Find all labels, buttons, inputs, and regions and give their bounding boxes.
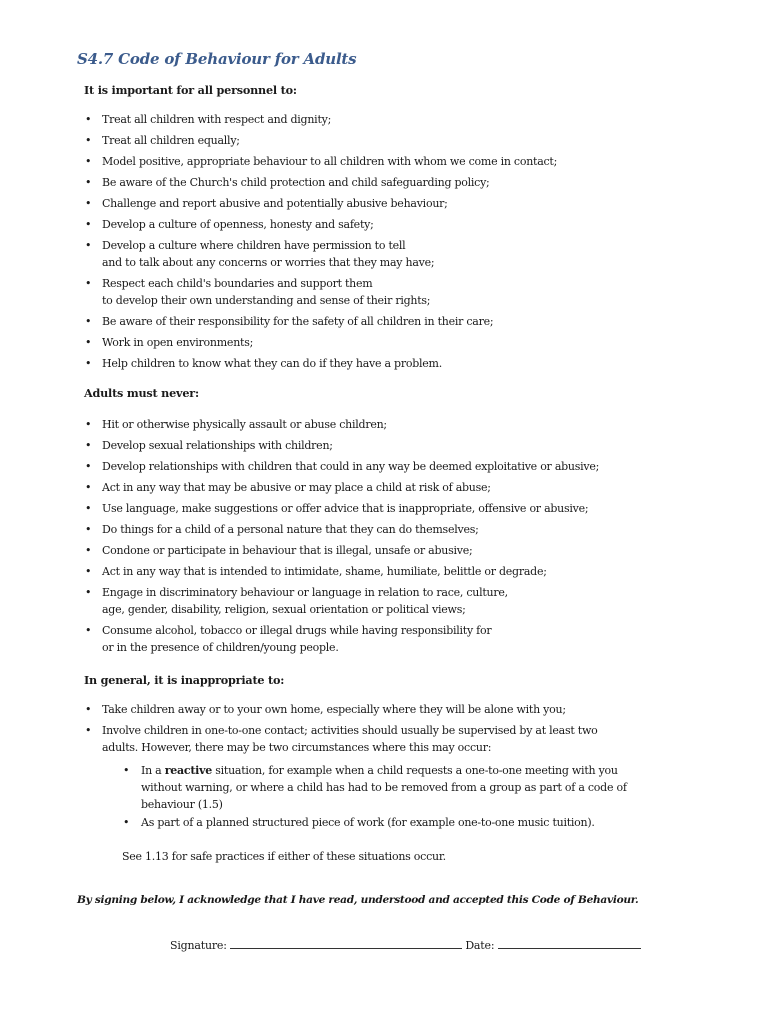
section-heading-never: Adults must never: (84, 386, 199, 400)
date-label: Date: (465, 939, 495, 952)
list-item-text: Develop relationships with children that could in any way be deemed exploitative or abusive; (102, 460, 600, 473)
list-item (0, 153, 557, 170)
list-item-text: Involve children in one-to-one contact; activities should usually be supervised by at least two (102, 724, 598, 737)
list-item (0, 416, 599, 433)
bullet-icon: • (85, 565, 92, 578)
list-item (0, 111, 557, 128)
list-item-text: Help children to know what they can do if they have a problem. (102, 357, 442, 370)
bullet-icon: • (85, 218, 92, 231)
list-item-text: Do things for a child of a personal nature that they can do themselves; (102, 523, 479, 536)
safe-practices-note: See 1.13 for safe practices if either of these situations occur. (122, 850, 446, 863)
list-item (0, 355, 557, 372)
list-item (0, 437, 599, 454)
acknowledgement-text: By signing below, I acknowledge that I have read, understood and accepted this Code of Behaviour. (77, 894, 639, 906)
sub-item-keyword: reactive (164, 764, 213, 777)
list-item-text: to develop their own understanding and sense of their rights; (102, 294, 431, 307)
bullet-icon: • (85, 460, 92, 473)
list-item (0, 701, 598, 718)
page-title: S4.7 Code of Behaviour for Adults (77, 50, 357, 68)
bullet-icon: • (85, 481, 92, 494)
list-item-text: adults. However, there may be two circumstances where this may occur: (102, 741, 492, 754)
bullet-icon: • (85, 239, 92, 252)
bullet-icon: • (85, 155, 92, 168)
important-list (0, 111, 557, 376)
list-item (0, 622, 599, 656)
bullet-icon: • (85, 418, 92, 431)
bullet-icon: • (85, 624, 92, 637)
signature-label: Signature: (170, 939, 227, 952)
section-heading-important: It is important for all personnel to: (84, 83, 297, 97)
list-item (0, 334, 557, 351)
list-item (0, 458, 599, 475)
list-item-text: Consume alcohol, tobacco or illegal drugs while having responsibility for (102, 624, 492, 637)
list-item-text: Challenge and report abusive and potentially abusive behaviour; (102, 197, 448, 210)
list-item-text: Treat all children equally; (102, 134, 240, 147)
bullet-icon: • (85, 439, 92, 452)
list-item-text: Develop a culture of openness, honesty and safety; (102, 218, 374, 231)
list-item (0, 216, 557, 233)
sub-item-text: situation, for example when a child requests a one-to-one meeting with you (212, 764, 618, 777)
sub-item-text: without warning, or where a child has had to be removed from a group as part of a code of (141, 781, 627, 794)
bullet-icon: • (123, 816, 130, 829)
bullet-icon: • (85, 134, 92, 147)
list-item (0, 479, 599, 496)
bullet-icon: • (85, 336, 92, 349)
list-item (0, 195, 557, 212)
list-item-text: age, gender, disability, religion, sexual orientation or political views; (102, 603, 466, 616)
inappropriate-list (0, 701, 598, 760)
list-item-text: Model positive, appropriate behaviour to all children with whom we come in contact; (102, 155, 558, 168)
list-item-text: Treat all children with respect and dignity; (102, 113, 332, 126)
bullet-icon: • (85, 724, 92, 737)
list-item-text: Be aware of the Church's child protection and child safeguarding policy; (102, 176, 490, 189)
sub-list-item (0, 814, 627, 831)
never-list (0, 416, 599, 660)
list-item-text: Respect each child's boundaries and support them (102, 277, 373, 290)
list-item (0, 521, 599, 538)
bullet-icon: • (85, 502, 92, 515)
bullet-icon: • (85, 357, 92, 370)
bullet-icon: • (85, 277, 92, 290)
signature-field[interactable] (230, 936, 462, 949)
list-item (0, 132, 557, 149)
circumstances-list (0, 762, 627, 832)
list-item (0, 542, 599, 559)
list-item-text: Condone or participate in behaviour that is illegal, unsafe or abusive; (102, 544, 473, 557)
signature-row (170, 936, 641, 952)
list-item-text: and to talk about any concerns or worries that they may have; (102, 256, 435, 269)
list-item-text: Work in open environments; (102, 336, 254, 349)
sub-item-prefix: In a (141, 764, 165, 777)
list-item (0, 174, 557, 191)
bullet-icon: • (85, 523, 92, 536)
date-field[interactable] (498, 936, 641, 949)
list-item (0, 722, 598, 756)
list-item-text: or in the presence of children/young people. (102, 641, 339, 654)
list-item (0, 237, 557, 271)
list-item-text: Develop sexual relationships with children; (102, 439, 333, 452)
bullet-icon: • (85, 176, 92, 189)
sub-item-text: behaviour (1.5) (141, 798, 223, 811)
section-heading-inappropriate: In general, it is inappropriate to: (84, 673, 285, 687)
list-item (0, 584, 599, 618)
list-item-text: Hit or otherwise physically assault or abuse children; (102, 418, 387, 431)
list-item (0, 500, 599, 517)
bullet-icon: • (85, 586, 92, 599)
list-item-text: Use language, make suggestions or offer advice that is inappropriate, offensive or abusive; (102, 502, 589, 515)
bullet-icon: • (85, 113, 92, 126)
bullet-icon: • (85, 197, 92, 210)
sub-item-text: As part of a planned structured piece of work (for example one-to-one music tuition). (141, 816, 595, 829)
bullet-icon: • (85, 544, 92, 557)
list-item (0, 313, 557, 330)
list-item-text: Act in any way that may be abusive or may place a child at risk of abuse; (102, 481, 491, 494)
list-item (0, 275, 557, 309)
list-item-text: Take children away or to your own home, especially where they will be alone with you; (102, 703, 566, 716)
list-item (0, 563, 599, 580)
list-item-text: Act in any way that is intended to intimidate, shame, humiliate, belittle or degrade; (102, 565, 547, 578)
list-item-text: Be aware of their responsibility for the safety of all children in their care; (102, 315, 494, 328)
bullet-icon: • (123, 764, 130, 777)
list-item-text: Develop a culture where children have permission to tell (102, 239, 406, 252)
sub-list-item (0, 762, 627, 813)
bullet-icon: • (85, 703, 92, 716)
list-item-text: Engage in discriminatory behaviour or language in relation to race, culture, (102, 586, 508, 599)
bullet-icon: • (85, 315, 92, 328)
